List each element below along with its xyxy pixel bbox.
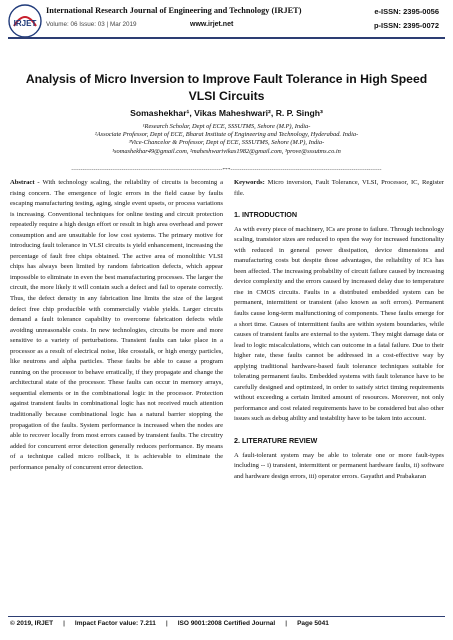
- footer-separator: |: [165, 620, 168, 627]
- introduction-text: As with every piece of machinery, ICs are prone to failure. Through technology scaling, transistor sizes are reduced to open the way for increased functionality with reduced in general power dissipation, device dimensions and manufacturing costs but despite those advantages, the reliability of ICs has been affected. The increasing probability of circuit failure caused by increasing device complexity and the errors caused by increased delay due to temperature rise in CMOS circuits. Faults in a distributed embedded system can be permanent, intermittent or transient (also known as soft errors). Permanent faults cause long-term malfunctioning of components. These faults emerge for a short time. Causes of intermittent faults are within system boundaries, while causes of transient faults are external to the system. They might damage data or lead to logic miscalculations, which can outcome in a fatal failure. Due to their higher rate, these faults cannot be addressed in a cost-effective way by applying traditional hardware-based fault tolerance techniques suitable for tolerating permanent faults. Embedded systems with fault tolerance have to be carefully designed and optimized, in order to satisfy strict timing requirements without exceeding a certain limited amount of resources. Moreover, not only performance and cost related requirements have to be considered but also other issues such as debug ability and testability have to be taken into account.: [234, 225, 445, 423]
- journal-name: International Research Journal of Engineering and Technology (IRJET): [46, 6, 302, 15]
- abstract-label: Abstract -: [10, 179, 43, 186]
- right-column: [234, 178, 444, 482]
- affiliation-3: ³Vice-Chancelor & Professor, Dept of ECE, SSSUTMS, Sehore (M.P), India-: [128, 139, 325, 147]
- keywords: [234, 178, 444, 199]
- footer-impact-factor: Impact Factor value: 7.211: [74, 620, 156, 627]
- volume-issue: Volume: 06 Issue: 03 | Mar 2019: [46, 21, 137, 28]
- literature-review-heading: 2. LITERATURE REVIEW: [234, 436, 318, 446]
- footer-separator: |: [285, 620, 288, 627]
- journal-website-link[interactable]: www.irjet.net: [190, 21, 234, 28]
- section-divider: ---------------------------------------------------------------------------------***---------------------------------------------------------------------------------: [71, 168, 382, 173]
- footer-rule: [8, 616, 445, 617]
- journal-header: [0, 0, 453, 44]
- footer-iso: ISO 9001:2008 Certified Journal: [177, 620, 276, 627]
- footer-copyright: © 2019, IRJET: [10, 620, 54, 627]
- affiliation-1: ¹Research Scholar, Dept of ECE, SSSUTMS, Sehore (M.P), India-: [142, 123, 311, 130]
- introduction-heading: 1. INTRODUCTION: [234, 210, 298, 220]
- paper-authors: Somashekhar¹, Vikas Maheshwari², R. P. Singh³: [130, 108, 323, 118]
- author-emails: ¹somashekhar49@gmail.com, ²maheshwarivikas1982@gmail.com, ³prove@sssutms.co.in: [112, 147, 341, 155]
- abstract: [10, 178, 223, 473]
- keywords-text: Micro inversion, Fault Tolerance, VLSI, Processor, IC, Register file.: [234, 179, 444, 197]
- affiliation-2: ²Associate Professor, Dept of ECE, Bharat Institute of Engineering and Technology, Hyderabad. India-: [94, 131, 359, 139]
- keywords-label: Keywords:: [234, 179, 268, 186]
- paper-title-line-2: VLSI Circuits: [188, 89, 265, 103]
- e-issn: e-ISSN: 2395-0056: [374, 7, 439, 16]
- p-issn: p-ISSN: 2395-0072: [373, 21, 439, 30]
- footer-page-number: Page 5041: [297, 620, 329, 627]
- left-column: [10, 178, 223, 473]
- author-affiliations: [10, 123, 443, 156]
- irjet-logo-icon: [8, 4, 42, 38]
- page-footer: [10, 620, 443, 627]
- footer-separator: |: [63, 620, 65, 627]
- svg-text:IRJET: IRJET: [13, 19, 37, 28]
- abstract-text: With technology scaling, the reliability of circuits is becoming a rising concern. The emergence of logic errors in the field cause by faults escaping manufacturing testing, aging, single event upsets, or process variations is increasing. Conventional techniques for online testing and circuit protection repeatedly require a high design effort or result in high area overhead and power consumption and are unsuitable for low cost systems. The primary motive for introducing fault tolerance in VLSI circuits is yield enhancement, increasing the percentage of fault free chips obtained. The active area of monolithic VLSI chips has always been limited by random fabrication defects, which appear impossible to eliminate in even the best manufacturing processes. The larger the circuit, the more likely it will contain such a defect and fail to operate correctly. Thus, the defect density in any fabrication line limits the size of the largest defect free chip producible with commercially viable yields. Larger circuits demand a fault tolerance capability to overcome fabrication defects while avoiding unreasonable costs. In new technologies, circuits be more and more sensitive to a variety of perturbations. Transient faults can take place in a processor as a result of electrical noise, like crosstalk, or high energy particles, like neutrons and alpha particles. These faults be able to cause a program running on the processor to behave erratically, if they propagate and change the architectural state of the processor. These faults can occur in memory arrays, sequential elements or in the combinational logic in the processor. Protection against transient faults in combinational logic has not received much attention traditionally because combinational logic has a natural barrier stopping the propagation of the faults. System performance is increased when the nodes are able to recover locally from most errors caused by transient faults. The circuitry added for concurrent error detection generally reduces performance. By means of a technique called micro rollback, it is achievable to eliminate the performance penalty of concurrent error detection.: [10, 179, 223, 471]
- literature-review-text: A fault-tolerant system may be able to tolerate one or more fault-types including -- i) transient, intermittent or permanent hardware faults, ii) software and hardware design errors, iii) operator errors. Gayathri and Prabakaran: [234, 451, 444, 480]
- paper-title: [20, 71, 433, 105]
- header-rule: [8, 37, 445, 39]
- paper-title-line-1: Analysis of Micro Inversion to Improve Fault Tolerance in High Speed: [25, 72, 428, 86]
